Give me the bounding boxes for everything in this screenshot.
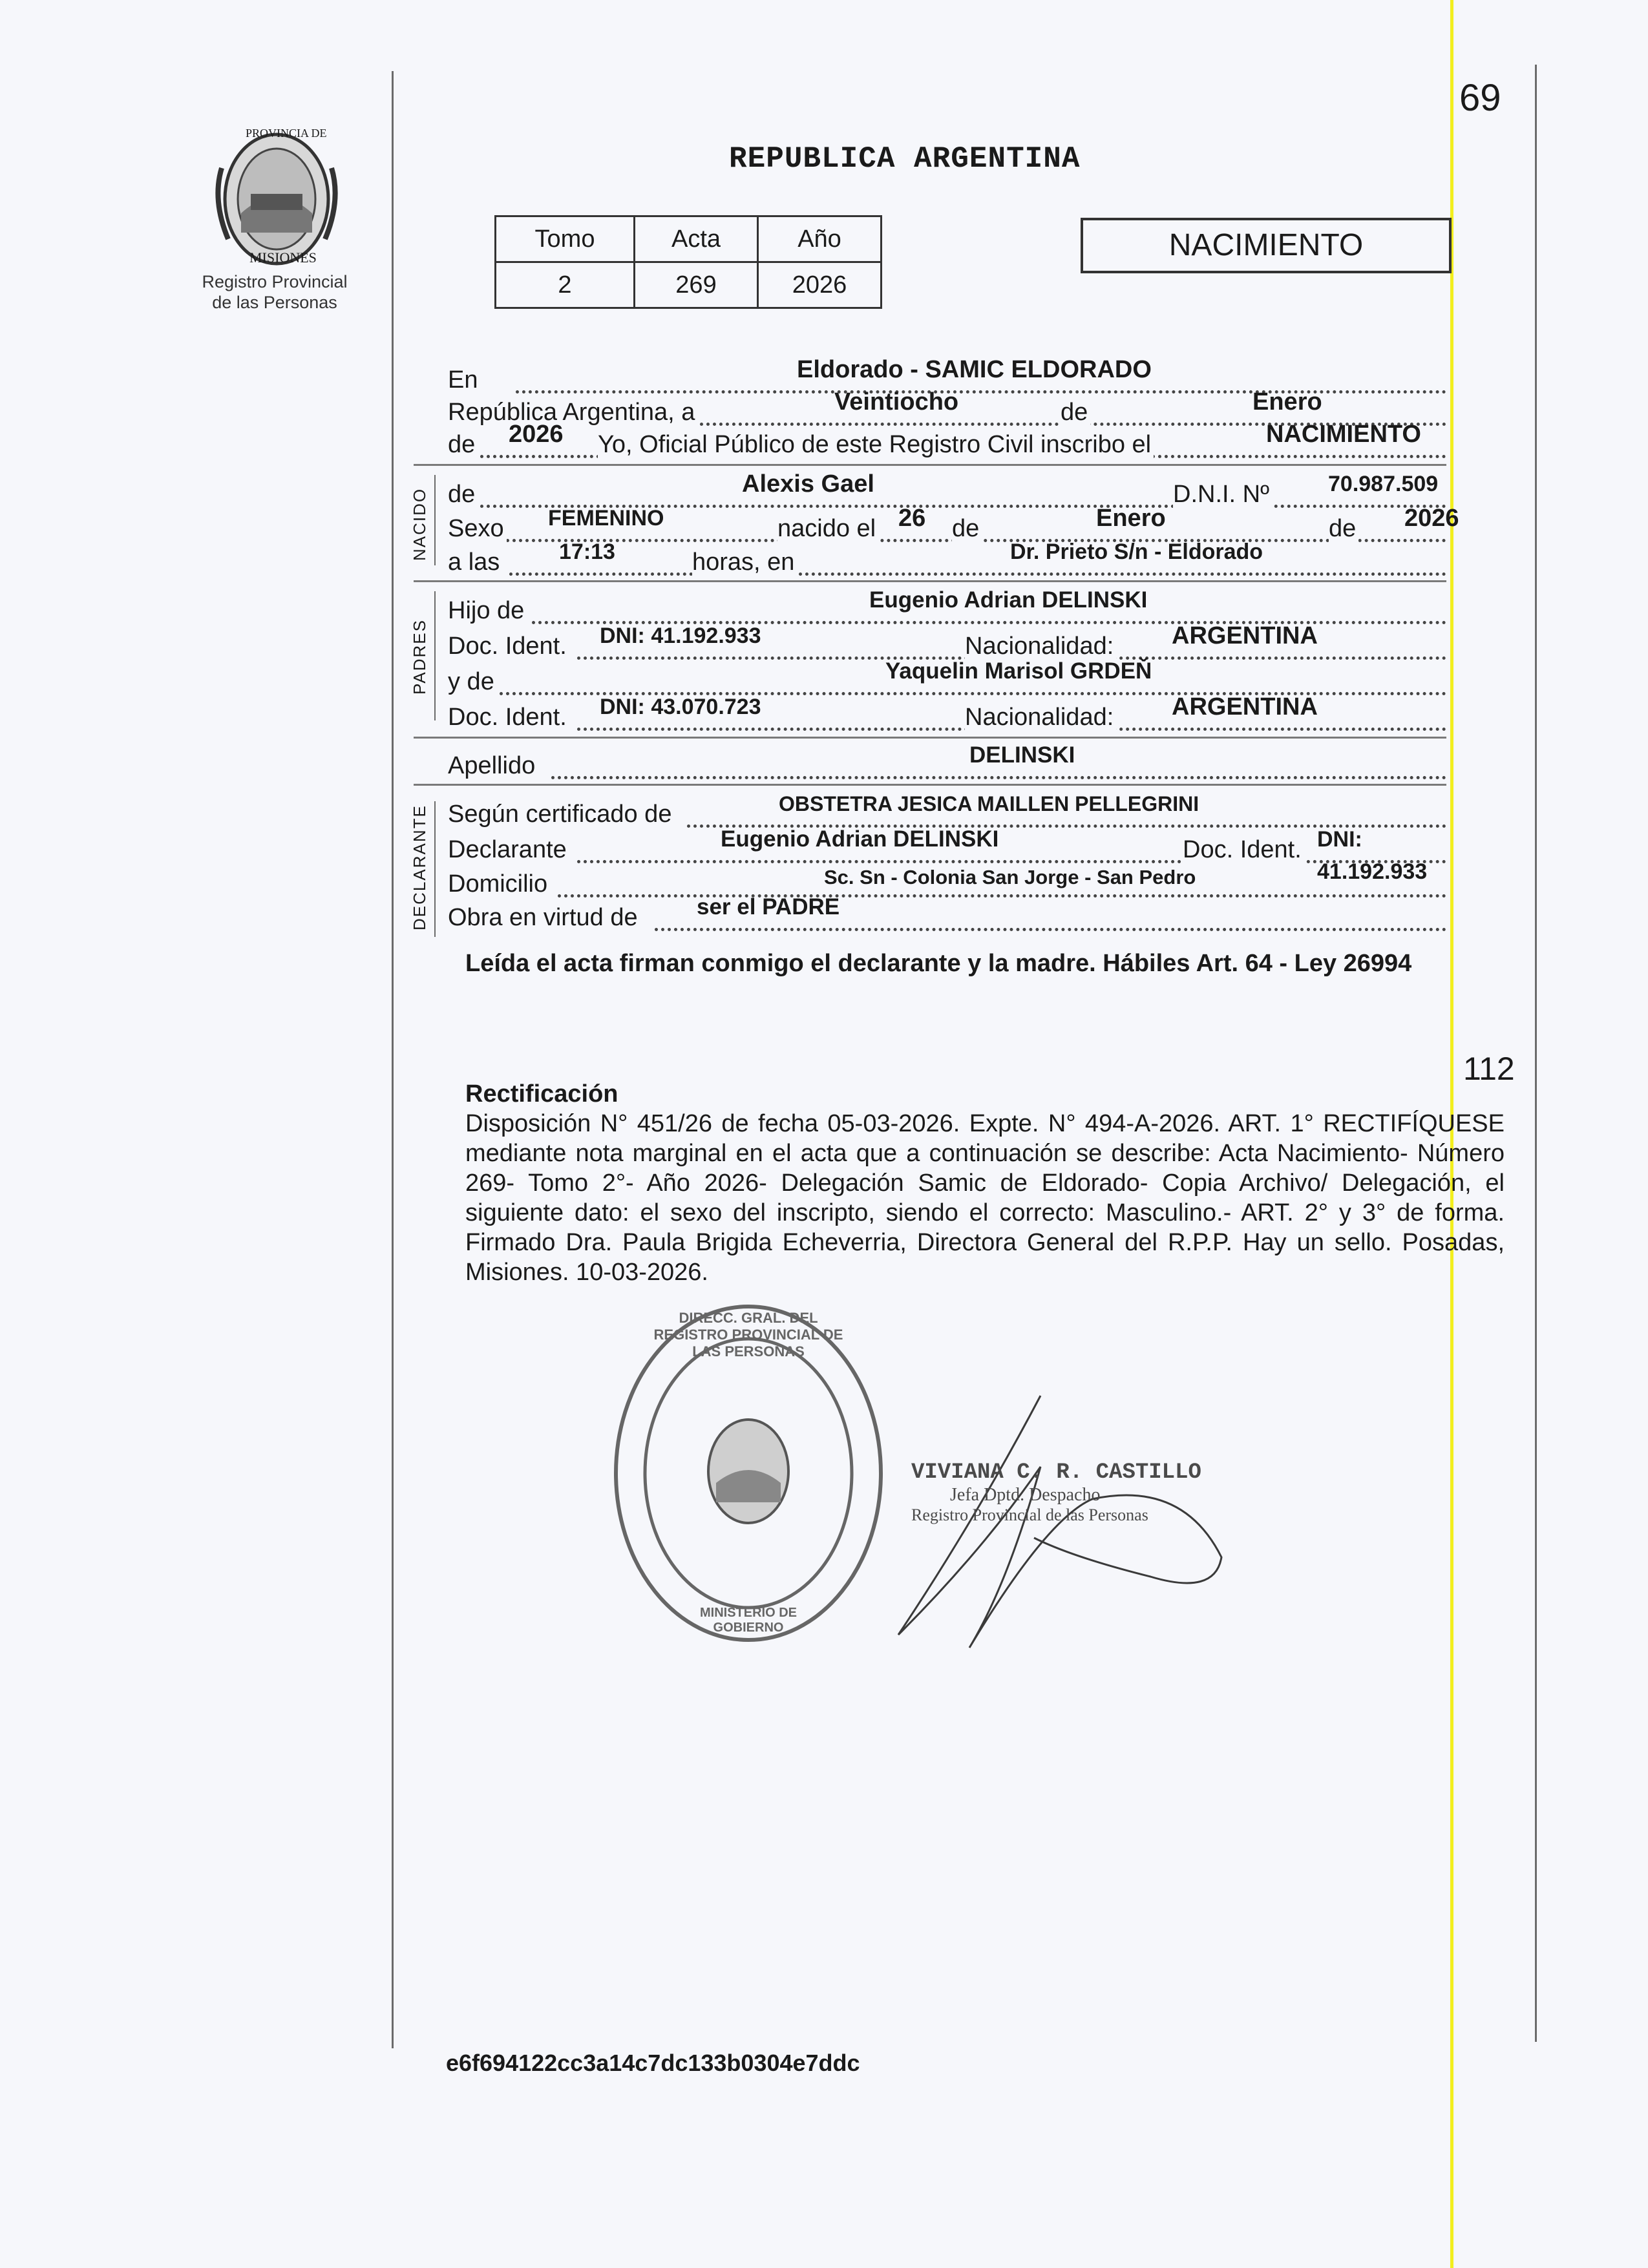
stamp-ring-text: DIRECC. GRAL. DEL REGISTRO PROVINCIAL DE LAS PERSONAS (653, 1310, 843, 1360)
province-seal-logo (206, 123, 348, 271)
nacido-dia: 26 (898, 505, 926, 532)
hora-value: 17:13 (559, 540, 615, 564)
certificado-value: OBSTETRA JESICA MAILLEN PELLEGRINI (779, 792, 1199, 815)
en-value: Eldorado - SAMIC ELDORADO (797, 356, 1152, 383)
y-de-label: y de (448, 666, 497, 698)
handwritten-signature (879, 1389, 1247, 1661)
row-domicilio (448, 868, 1446, 900)
logo-caption (181, 271, 368, 313)
nacido-anio: 2026 (1404, 505, 1459, 532)
declarante-doc: DNI: 41.192.933 (1317, 827, 1428, 884)
lugar-value: Dr. Prieto S/n - Eldorado (1010, 540, 1263, 564)
domicilio-value: Sc. Sn - Colonia San Jorge - San Pedro (824, 866, 1196, 888)
month-value: Enero (1252, 388, 1322, 415)
nacido-bracket (434, 475, 436, 565)
inscribo-value: NACIMIENTO (1266, 421, 1421, 448)
logo-caption-line2: de las Personas (212, 293, 337, 312)
hijo-de-label: Hijo de (448, 594, 527, 627)
republica-label: República Argentina, a (448, 396, 697, 428)
header-tomo: Tomo (496, 216, 635, 262)
en-label: En (448, 364, 480, 396)
signature-block (911, 1460, 1201, 1525)
sexo-value: FEMENINO (548, 506, 664, 530)
record-table (494, 215, 882, 309)
madre-doc: DNI: 43.070.723 (600, 695, 761, 719)
signatory-role: Jefa Dptd. Despacho (950, 1485, 1101, 1505)
nombre-label: de (448, 478, 478, 510)
section-divider (414, 464, 1446, 466)
year-value: 2026 (509, 421, 564, 448)
dotted-line (558, 894, 1446, 898)
page-number: 69 (1459, 77, 1501, 119)
left-frame-line (392, 71, 394, 2048)
obra-label: Obra en virtud de (448, 901, 640, 934)
padres-bracket (434, 591, 436, 720)
section-divider (414, 784, 1446, 786)
signatory-name: VIVIANA C. R. CASTILLO (911, 1460, 1201, 1485)
record-type-box: NACIMIENTO (1081, 218, 1452, 273)
nacionalidad-label: Nacionalidad: (965, 630, 1116, 662)
logo-text-bottom: MISIONES (249, 249, 317, 266)
a-las-label: a las (448, 546, 502, 578)
dotted-line (551, 776, 1446, 779)
logo-caption-line1: Registro Provincial (202, 272, 348, 291)
padre-doc: DNI: 41.192.933 (600, 624, 761, 648)
nacionalidad-label: Nacionalidad: (965, 701, 1116, 733)
padre-value: Eugenio Adrian DELINSKI (869, 587, 1148, 613)
nacido-de2-label: de (1329, 512, 1358, 545)
header-anio: Año (758, 216, 882, 262)
apellido-label: Apellido (448, 750, 538, 782)
dotted-line (509, 572, 1446, 576)
declarante-label: Declarante (448, 834, 569, 866)
leida-text: Leída el acta firman conmigo el declarante y la madre. Hábiles Art. 64 - Ley 26994 (465, 950, 1412, 977)
declarante-doc-label: Doc. Ident. (1183, 834, 1304, 866)
value-anio: 2026 (758, 262, 882, 308)
oficial-text: Yo, Oficial Público de este Registro Civil inscribo el (598, 428, 1154, 461)
certificado-label: Según certificado de (448, 798, 674, 830)
country-title: REPUBLICA ARGENTINA (729, 142, 1081, 176)
side-label-padres: PADRES (410, 619, 429, 695)
logo-text-top: PROVINCIA DE (246, 127, 327, 140)
section-divider (414, 737, 1446, 739)
header-acta: Acta (635, 216, 758, 262)
padre-nac: ARGENTINA (1172, 622, 1318, 649)
nacido-label: nacido el (777, 512, 878, 545)
row-madre-doc (448, 693, 1446, 733)
horas-en-label: horas, en (692, 546, 797, 578)
domicilio-label: Domicilio (448, 868, 550, 900)
value-tomo: 2 (496, 262, 635, 308)
dotted-line (655, 928, 1446, 931)
doc-ident-label: Doc. Ident. (448, 701, 569, 733)
official-stamp (613, 1302, 884, 1644)
row-oficial (448, 421, 1446, 461)
nacido-de-label: de (952, 512, 982, 545)
rectificacion-title: Rectificación (465, 1080, 618, 1108)
row-apellido (448, 742, 1446, 782)
doc-ident-label: Doc. Ident. (448, 630, 569, 662)
signatory-org: Registro Provincial de las Personas (911, 1506, 1148, 1524)
madre-value: Yaquelin Marisol GRDEŇ (885, 658, 1152, 684)
stamp-inner-text: MINISTERIO DE GOBIERNO (699, 1606, 797, 1635)
dni-label: D.N.I. Nº (1173, 478, 1272, 510)
nacido-mes: Enero (1096, 505, 1166, 532)
right-frame-line (1535, 65, 1537, 2042)
madre-nac: ARGENTINA (1172, 693, 1318, 720)
row-obra (448, 894, 1446, 934)
obra-value: ser el PADRE (697, 894, 840, 919)
declarante-value: Eugenio Adrian DELINSKI (721, 826, 999, 852)
row-hora (448, 540, 1446, 578)
rectificacion-body: Disposición N° 451/26 de fecha 05-03-2026. Expte. N° 494-A-2026. ART. 1° RECTIFÍQUESE mediante nota marginal en el acta que a continuación se describe: Acta Nacimiento- Número 269- Tomo 2°- Año 2026- Delegación Samic de Eldorado- Copia Archivo/ Delegación, el siguiente dato: el sexo del inscripto, siendo el correcto: Masculino.- ART. 2° y 3° de forma. Firmado Dra. Paula Brigida Echeverria, Directora General del R.P.P. Hay un sello. Posadas, Misiones. 10-03-2026. (465, 1110, 1505, 1286)
apellido-value: DELINSKI (969, 742, 1075, 768)
dni-value: 70.987.509 (1328, 472, 1439, 496)
section-divider (414, 580, 1446, 582)
sexo-label: Sexo (448, 512, 507, 545)
de-label: de (1061, 396, 1090, 428)
declarante-bracket (434, 801, 436, 937)
day-value: Veintiocho (834, 388, 959, 415)
nombre-value: Alexis Gael (742, 470, 874, 498)
document-hash: e6f694122cc3a14c7dc133b0304e7ddc (446, 2050, 860, 2076)
year-prefix-label: de (448, 428, 478, 461)
value-acta: 269 (635, 262, 758, 308)
annotation-number: 112 (1463, 1051, 1515, 1087)
side-label-declarante: DECLARANTE (410, 804, 429, 930)
side-label-nacido: NACIDO (410, 487, 429, 561)
